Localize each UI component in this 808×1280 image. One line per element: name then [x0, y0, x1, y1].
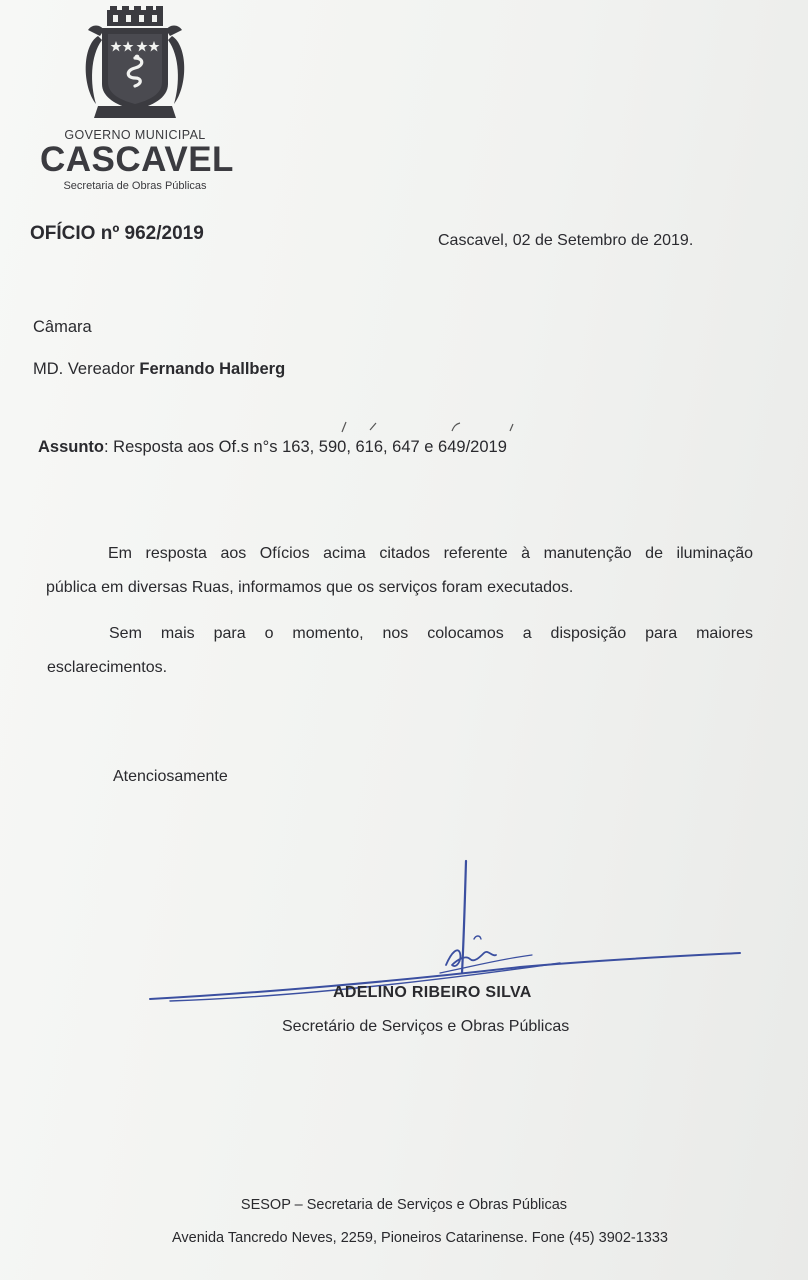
paragraph-2-line-1: Sem mais para o momento, nos colocamos a disposição para maiores — [109, 625, 753, 642]
recipient-name: Fernando Hallberg — [139, 360, 286, 378]
government-label: GOVERNO MUNICIPAL — [64, 128, 206, 142]
signer-name: ADELINO RIBEIRO SILVA — [333, 984, 532, 1001]
closing-salutation: Atenciosamente — [113, 768, 228, 785]
paragraph-1-line-1: Em resposta aos Ofícios acima citados referente à manutenção de iluminação — [108, 545, 753, 562]
subject-text: : Resposta aos Of.s n°s 163, 590, 616, 647 e 649/2019 — [104, 438, 507, 456]
handwritten-tick-marks-icon — [330, 418, 530, 436]
document-date: Cascavel, 02 de Setembro de 2019. — [438, 232, 694, 249]
cascavel-coat-of-arms-icon — [80, 6, 190, 124]
city-name: CASCAVEL — [40, 140, 234, 179]
recipient-line — [33, 360, 285, 379]
paragraph-2-line-2: esclarecimentos. — [47, 659, 168, 676]
paragraph-1-line-2: pública em diversas Ruas, informamos que os serviços foram executados. — [46, 579, 574, 596]
subject-label: Assunto — [38, 438, 104, 456]
footer-department: SESOP – Secretaria de Serviços e Obras Públicas — [240, 1197, 568, 1213]
document-reference: OFÍCIO nº 962/2019 — [30, 223, 204, 244]
recipient-institution: Câmara — [33, 318, 92, 336]
department-name: Secretaria de Obras Públicas — [63, 180, 207, 192]
footer-address: Avenida Tancredo Neves, 2259, Pioneiros Catarinense. Fone (45) 3902-1333 — [171, 1230, 668, 1246]
signer-title: Secretário de Serviços e Obras Públicas — [282, 1018, 570, 1035]
recipient-prefix: MD. Vereador — [33, 360, 140, 378]
subject-line — [38, 438, 507, 457]
